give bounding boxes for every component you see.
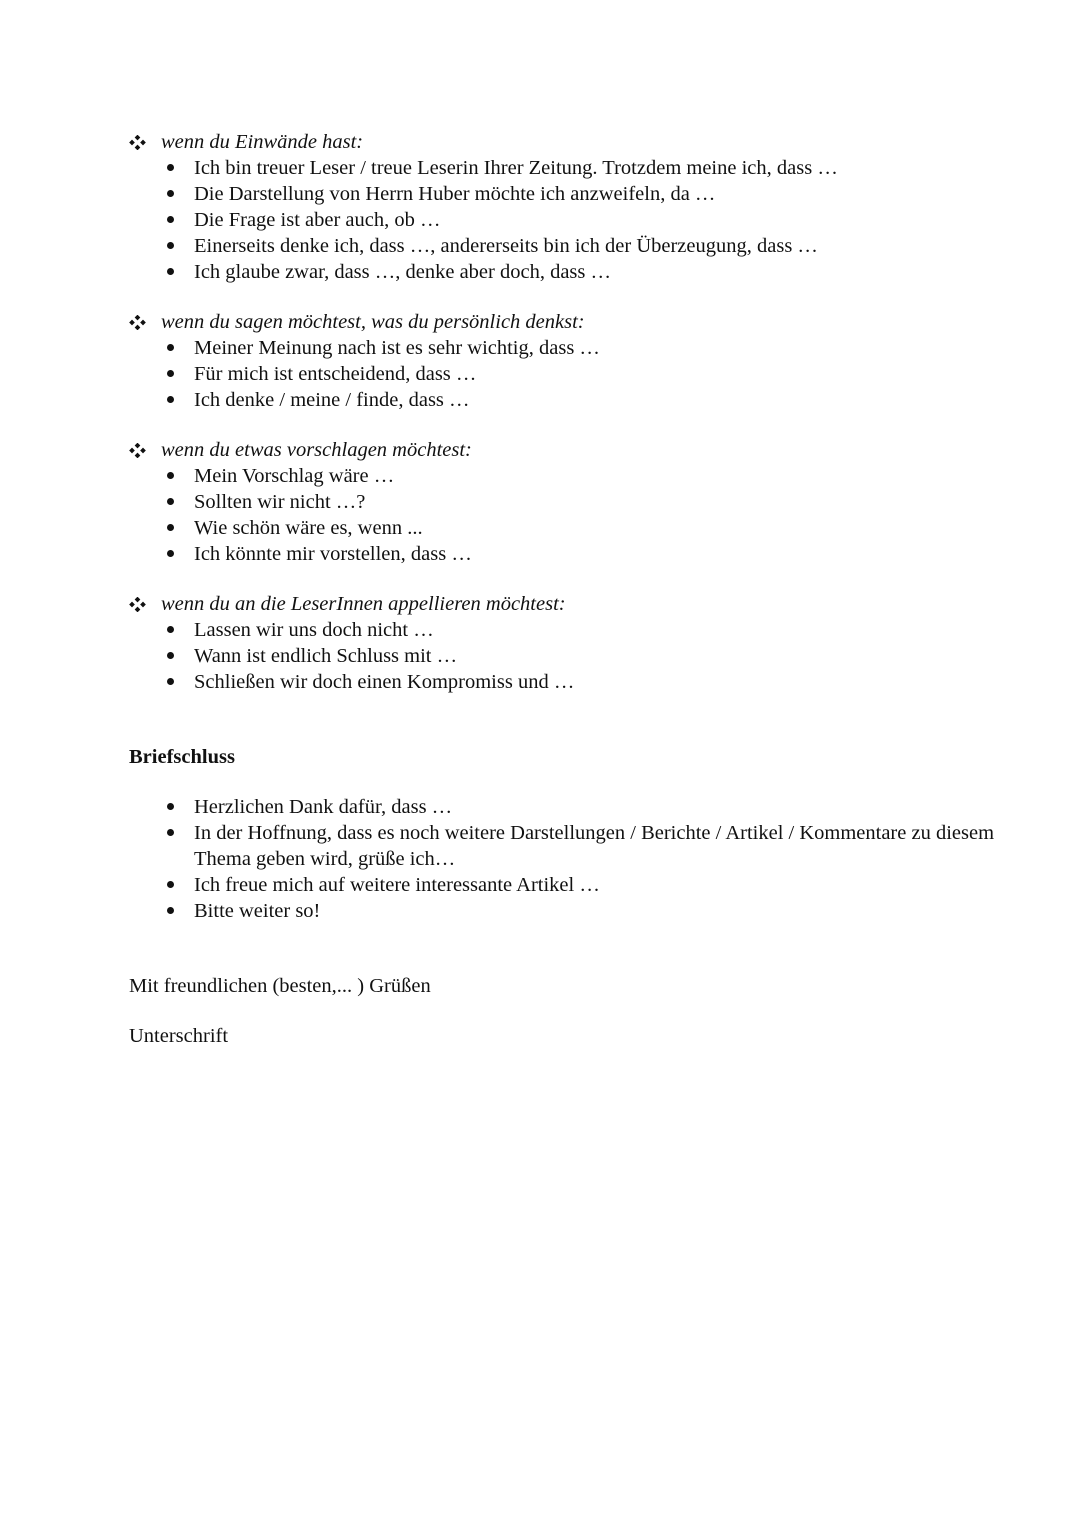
bullet-dot-icon — [167, 370, 174, 377]
section-heading-row — [129, 591, 1009, 617]
bullet-dot-icon — [167, 498, 174, 505]
list-item: Schließen wir doch einen Kompromiss und … — [129, 669, 1009, 695]
list-item: Ich bin treuer Leser / treue Leserin Ihrer Zeitung. Trotzdem meine ich, dass … — [129, 155, 1009, 181]
section-objections — [129, 129, 1009, 285]
bullet-dot-icon — [167, 190, 174, 197]
diamond-bullet-icon — [129, 135, 146, 150]
list-item: Ich denke / meine / finde, dass … — [129, 387, 1009, 413]
list-item: Ich freue mich auf weitere interessante Artikel … — [129, 872, 1009, 898]
bullet-dot-icon — [167, 652, 174, 659]
list-item: Herzlichen Dank dafür, dass … — [129, 794, 1009, 820]
bullet-dot-icon — [167, 396, 174, 403]
section-heading: wenn du an die LeserInnen appellieren möchtest: — [161, 593, 566, 615]
bullet-dot-icon — [167, 524, 174, 531]
section-closing — [129, 794, 1009, 924]
list-item: Die Darstellung von Herrn Huber möchte ich anzweifeln, da … — [129, 181, 1009, 207]
closing-heading: Briefschluss — [129, 746, 235, 768]
bullet-dot-icon — [167, 907, 174, 914]
bullet-dot-icon — [167, 550, 174, 557]
signature-line: Unterschrift — [129, 1025, 229, 1047]
bullet-dot-icon — [167, 268, 174, 275]
list-item: Lassen wir uns doch nicht … — [129, 617, 1009, 643]
bullet-dot-icon — [167, 164, 174, 171]
bullet-dot-icon — [167, 829, 174, 836]
closing-phrase-list — [129, 794, 1009, 924]
section-heading: wenn du etwas vorschlagen möchtest: — [161, 439, 472, 461]
list-item: Wann ist endlich Schluss mit … — [129, 643, 1009, 669]
bullet-dot-icon — [167, 472, 174, 479]
bullet-dot-icon — [167, 678, 174, 685]
list-item: Sollten wir nicht …? — [129, 489, 1009, 515]
section-personal-opinion — [129, 309, 1009, 413]
list-item: In der Hoffnung, dass es noch weitere Darstellungen / Berichte / Artikel / Kommentare zu diesem Thema geben wird, grüße ich… — [129, 820, 1014, 872]
diamond-bullet-icon — [129, 443, 146, 458]
bullet-dot-icon — [167, 881, 174, 888]
phrase-list — [129, 335, 1009, 413]
section-heading-row — [129, 309, 1009, 335]
phrase-list — [129, 155, 1009, 285]
list-item: Für mich ist entscheidend, dass … — [129, 361, 1009, 387]
section-suggestions — [129, 437, 1009, 567]
section-heading-row — [129, 129, 1009, 155]
list-item: Ich könnte mir vorstellen, dass … — [129, 541, 1009, 567]
list-item: Meiner Meinung nach ist es sehr wichtig, dass … — [129, 335, 1009, 361]
list-item: Ich glaube zwar, dass …, denke aber doch, dass … — [129, 259, 1009, 285]
bullet-dot-icon — [167, 242, 174, 249]
phrase-list — [129, 617, 1009, 695]
diamond-bullet-icon — [129, 315, 146, 330]
greeting-line: Mit freundlichen (besten,... ) Grüßen — [129, 975, 431, 997]
section-heading: wenn du sagen möchtest, was du persönlich denkst: — [161, 311, 585, 333]
list-item: Bitte weiter so! — [129, 898, 1009, 924]
list-item: Wie schön wäre es, wenn ... — [129, 515, 1009, 541]
section-appeal — [129, 591, 1009, 695]
bullet-dot-icon — [167, 344, 174, 351]
phrase-list — [129, 463, 1009, 567]
bullet-dot-icon — [167, 803, 174, 810]
section-heading: wenn du Einwände hast: — [161, 131, 364, 153]
bullet-dot-icon — [167, 216, 174, 223]
diamond-bullet-icon — [129, 597, 146, 612]
list-item: Die Frage ist aber auch, ob … — [129, 207, 1009, 233]
section-heading-row — [129, 437, 1009, 463]
list-item: Mein Vorschlag wäre … — [129, 463, 1009, 489]
bullet-dot-icon — [167, 626, 174, 633]
list-item: Einerseits denke ich, dass …, andererseits bin ich der Überzeugung, dass … — [129, 233, 1009, 259]
